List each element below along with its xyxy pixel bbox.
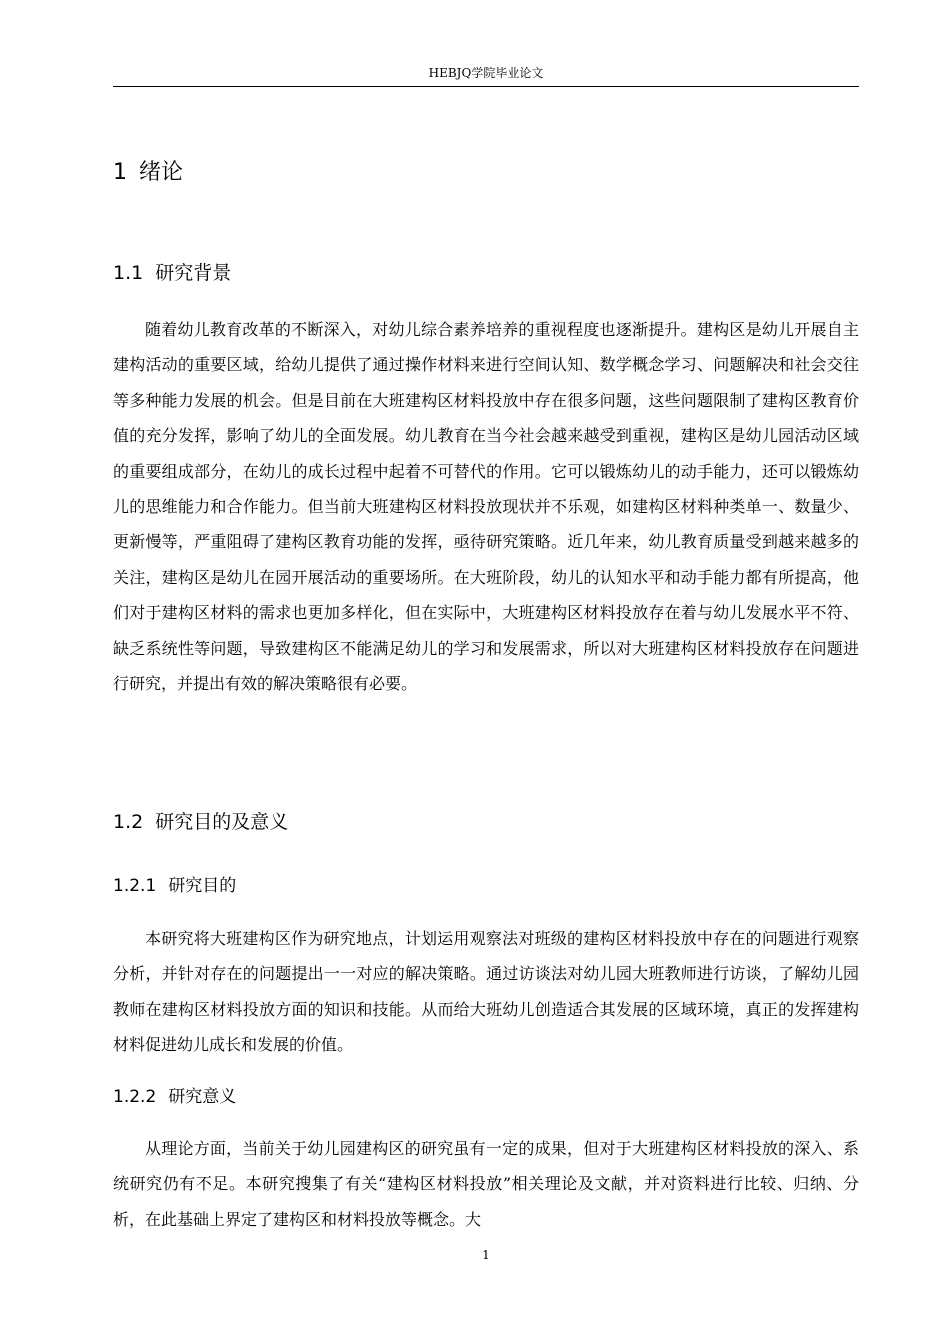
section-heading-1-1 bbox=[113, 259, 231, 287]
purpose-paragraph: 本研究将大班建构区作为研究地点，计划运用观察法对班级的建构区材料投放中存在的问题进行观察分析，并针对存在的问题提出一一对应的解决策略。通过访谈法对幼儿园大班教师进行访谈，了解幼儿园教师在建构区材料投放方面的知识和技能。从而给大班幼儿创造适合其发展的区域环境，真正的发挥建构材料促进幼儿成长和发展的价值。 bbox=[113, 929, 859, 1055]
subsection-heading-1-2-2 bbox=[113, 1084, 236, 1110]
subsection-title: 研究意义 bbox=[168, 1087, 237, 1107]
subsection-number: 1.2.2 bbox=[113, 1087, 157, 1107]
subsection-heading-1-2-1 bbox=[113, 873, 236, 899]
chapter-title: 绪论 bbox=[139, 160, 184, 185]
section-title: 研究目的及意义 bbox=[155, 811, 289, 833]
page-number: 1 bbox=[482, 1248, 490, 1262]
running-header: HEBJQ学院毕业论文 bbox=[428, 66, 544, 80]
header-divider bbox=[113, 86, 859, 87]
subsection-number: 1.2.1 bbox=[113, 876, 157, 896]
section-number: 1.2 bbox=[113, 811, 144, 833]
chapter-number: 1 bbox=[113, 160, 127, 185]
background-paragraph: 随着幼儿教育改革的不断深入，对幼儿综合素养培养的重视程度也逐渐提升。建构区是幼儿开展自主建构活动的重要区域，给幼儿提供了通过操作材料来进行空间认知、数学概念学习、问题解决和社会交往等多种能力发展的机会。但是目前在大班建构区材料投放中存在很多问题，这些问题限制了建构区教育价值的充分发挥，影响了幼儿的全面发展。幼儿教育在当今社会越来越受到重视，建构区是幼儿园活动区域的重要组成部分，在幼儿的成长过程中起着不可替代的作用。它可以锻炼幼儿的动手能力，还可以锻炼幼儿的思维能力和合作能力。但当前大班建构区材料投放现状并不乐观，如建构区材料种类单一、数量少、更新慢等，严重阻碍了建构区教育功能的发挥，亟待研究策略。近几年来，幼儿教育质量受到越来越多的关注，建构区是幼儿在园开展活动的重要场所。在大班阶段，幼儿的认知水平和动手能力都有所提高，他们对于建构区材料的需求也更加多样化，但在实际中，大班建构区材料投放存在着与幼儿发展水平不符、缺乏系统性等问题，导致建构区不能满足幼儿的学习和发展需求，所以对大班建构区材料投放存在问题进行研究，并提出有效的解决策略很有必要。 bbox=[113, 320, 859, 694]
significance-paragraph: 从理论方面，当前关于幼儿园建构区的研究虽有一定的成果，但对于大班建构区材料投放的深入、系统研究仍有不足。本研究搜集了有关“建构区材料投放”相关理论及文献，并对资料进行比较、归纳、分析，在此基础上界定了建构区和材料投放等概念。大 bbox=[113, 1139, 859, 1229]
section-heading-1-2 bbox=[113, 808, 288, 836]
section-title: 研究背景 bbox=[155, 262, 232, 284]
chapter-heading bbox=[113, 157, 183, 189]
subsection-title: 研究目的 bbox=[168, 876, 237, 896]
section-number: 1.1 bbox=[113, 262, 144, 284]
